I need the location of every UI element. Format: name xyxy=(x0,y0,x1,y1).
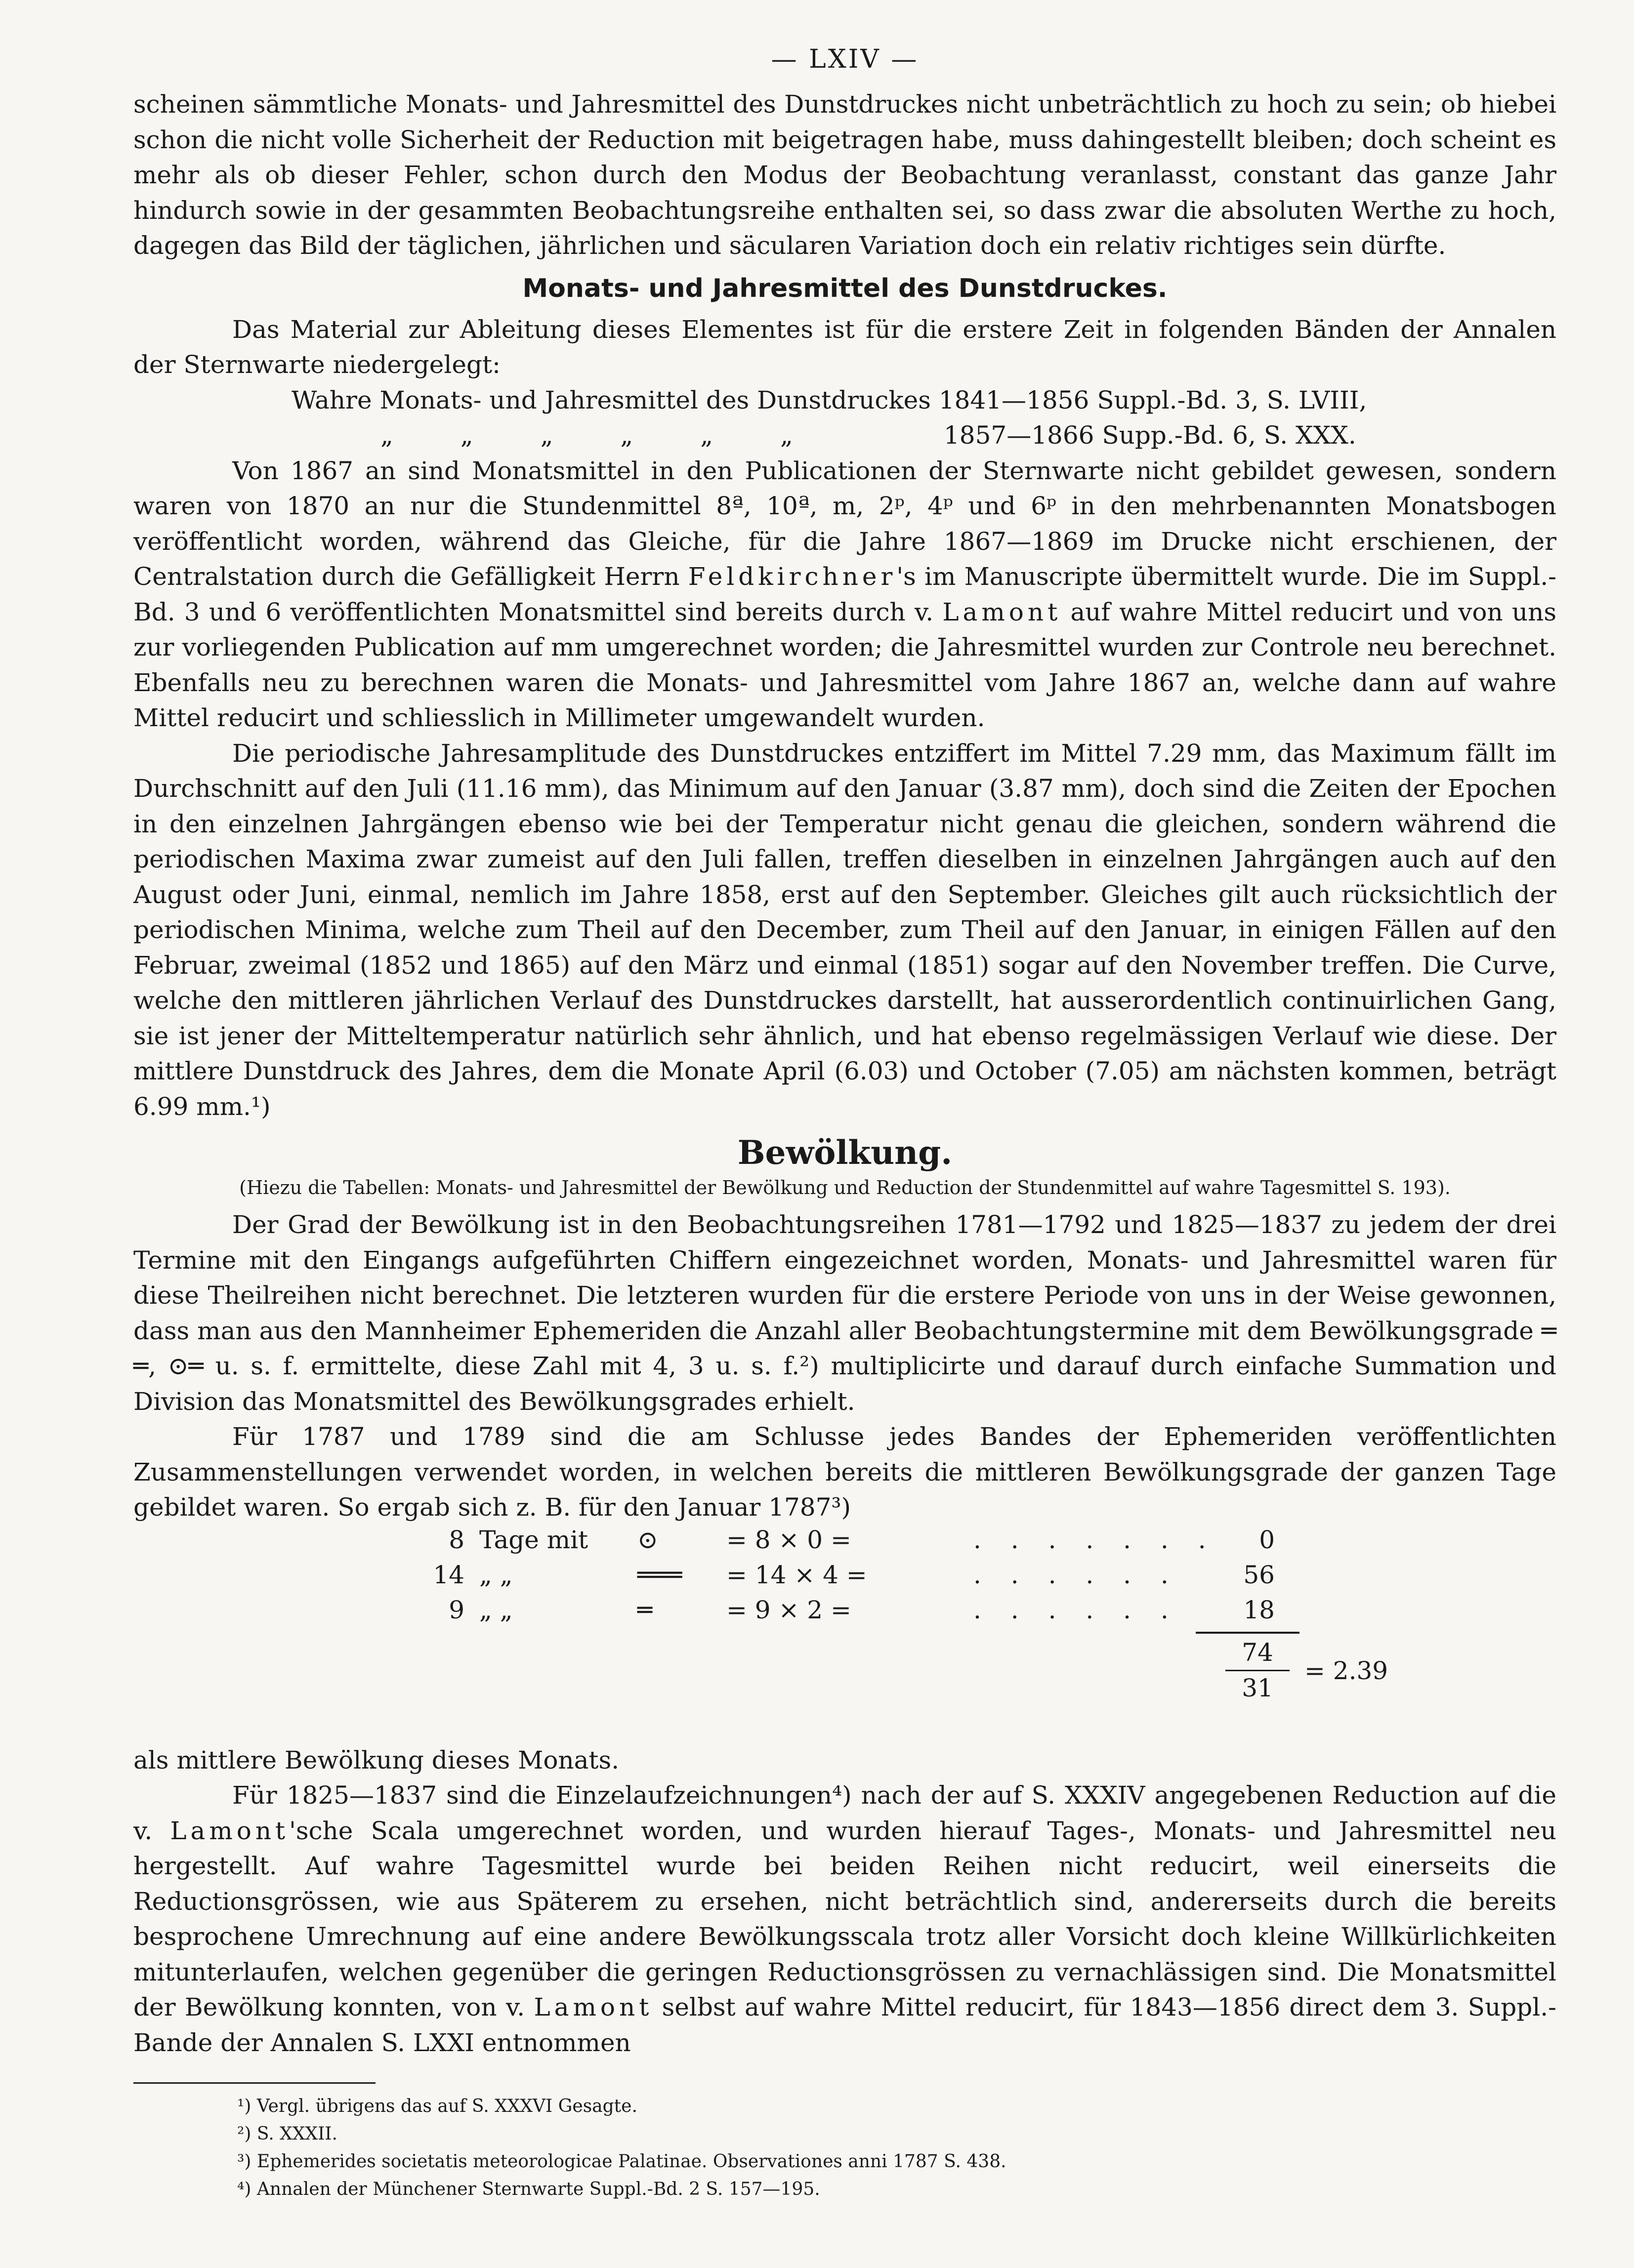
page xyxy=(133,44,1556,2203)
calc-count: 8 xyxy=(449,1525,464,1554)
section2-paragraph-3: als mittlere Bewölkung dieses Monats. xyxy=(133,1745,620,1774)
cloud-symbol-icon: ⊙ xyxy=(637,1525,658,1554)
section1-paragraph-1: Das Material zur Ableitung dieses Elementes ist für die erstere Zeit in folgenden Bänden der Annalen der Sternwarte niedergelegt: xyxy=(133,315,1556,379)
section1-paragraph-3: Die periodische Jahresamplitude des Dunstdruckes entziffert im Mittel 7.29 mm, das Maximum fällt im Durchschnitt auf den Juli (11.16 mm), das Minimum auf den Januar (3.87 mm), doch sind die Zeiten der Epochen in den einzelnen Jahrgängen ebenso wie bei der Temperatur nicht genau die gleichen, sondern während die periodischen Maxima zwar zumeist auf den Juli fallen, treffen dieselben in einzelnen Jahrgängen auch auf den August oder Juni, einmal, nemlich im Jahre 1858, erst auf den September. Gleiches gilt auch rücksichtlich der periodischen Minima, welche zum Theil auf den December, zum Theil auf den Januar, in einigen Fällen auf den Februar, zweimal (1852 und 1865) auf den März und einmal (1851) sogar auf den November treffen. Die Curve, welche den mittleren jährlichen Verlauf des Dunstdruckes darstellt, hat ausserordentlich continuirlichen Gang, sie ist jener der Mitteltemperatur natürlich sehr ähnlich, und hat ebenso regelmässigen Verlauf wie diese. Der mittlere Dunstdruck des Jahres, dem die Monate April (6.03) und October (7.05) am nächsten kommen, beträgt 6.99 mm.¹) xyxy=(133,739,1556,1121)
calc-expression: = 14 × 4 = xyxy=(726,1560,867,1589)
fraction-denominator: 31 xyxy=(1242,1673,1273,1702)
section2-paragraph-1: Der Grad der Bewölkung ist in den Beobachtungsreihen 1781—1792 und 1825—1837 zu jedem der drei Termine mit den Eingangs aufgeführten Chiffern eingezeichnet worden, Monats- und Jahresmittel waren für diese Theilreihen nicht berechnet. Die letzteren wurden für die erstere Periode von uns in der Weise gewonnen, dass man aus den Mannheimer Ephemeriden die Anzahl aller Beobachtungstermine mit dem Bewölkungsgrade ═ ═, ⊙═ u. s. f. ermittelte, diese Zahl mit 4, 3 u. s. f.²) multiplicirte und darauf durch einfache Summation und Division das Monatsmittel des Bewölkungsgrades erhielt. xyxy=(133,1210,1556,1416)
name-lamont: Lamont xyxy=(942,597,1062,626)
page-header: — LXIV — xyxy=(771,44,919,74)
fraction-line xyxy=(1225,1670,1290,1671)
text-run: auf wahre Mittel reducirt und von uns zur vorliegenden Publication auf mm umgerechnet worden; die Jahresmittel wurden zur Controle neu berechnet. Ebenfalls neu zu berechnen waren die Monats- und Jahresmittel vom Jahre 1867 an, welche dann auf wahre Mittel reducirt und schliesslich in Millimeter umgewandelt wurden. xyxy=(133,597,1556,732)
calc-value: 18 xyxy=(1243,1595,1275,1624)
section2-paragraph-2: Für 1787 und 1789 sind die am Schlusse jedes Bandes der Ephemeriden veröffentlichten Zusammenstellungen verwendet worden, in welchen bereits die mittleren Bewölkungsgrade der ganzen Tage gebildet waren. So ergab sich z. B. für den Januar 1787³) xyxy=(133,1422,1556,1522)
calc-leader-dots: . . . . . . xyxy=(973,1595,1179,1624)
cloud-symbol-icon: ═ xyxy=(637,1595,653,1624)
section-title-dunstdruck: Monats- und Jahresmittel des Dunstdruckes. xyxy=(522,273,1168,303)
calc-count: 9 xyxy=(449,1595,464,1624)
calc-row xyxy=(133,1596,1556,1631)
calc-expression: = 9 × 2 = xyxy=(726,1595,851,1624)
sum-rule xyxy=(1196,1632,1299,1634)
text-run: selbst auf wahre Mittel reducirt, für 1843—1856 direct dem 3. Suppl.-Bande der Annalen S. LXXI entnommen xyxy=(133,1993,1556,2057)
name-lamont: Lamont xyxy=(170,1816,290,1845)
calculation-block xyxy=(133,1526,1556,1743)
calc-count: 14 xyxy=(433,1560,464,1589)
intro-paragraph: scheinen sämmtliche Monats- und Jahresmittel des Dunstdruckes nicht unbeträchtlich zu hoch zu sein; ob hiebei schon die nicht volle Sicherheit der Reduction mit beigetragen habe, muss dahingestellt bleiben; doch scheint es mehr als ob dieser Fehler, schon durch den Modus der Beobachtung veranlasst, constant das ganze Jahr hindurch sowie in der gesammten Beobachtungsreihe enthalten sei, so dass zwar die absoluten Werthe zu hoch, dagegen das Bild der täglichen, jährlichen und säcularen Variation doch ein relativ richtiges sein dürfte. xyxy=(133,90,1556,260)
footnote: ⁴) Annalen der Münchener Sternwarte Suppl.-Bd. 2 S. 157—195. xyxy=(237,2179,820,2199)
calc-row xyxy=(133,1561,1556,1596)
footnote: ¹) Vergl. übrigens das auf S. XXXVI Gesagte. xyxy=(237,2096,637,2116)
ditto-marks: „ „ „ „ „ „ xyxy=(380,421,823,450)
calc-label: „ „ xyxy=(479,1560,513,1589)
cloud-symbol-icon: ═══ xyxy=(637,1560,682,1589)
calc-leader-dots: . . . . . . xyxy=(973,1560,1179,1589)
text-run: 's im Manuscripte übermittelt wurde. Die im Suppl.-Bd. 3 und 6 veröffentlichten Monatsmittel sind bereits durch v. xyxy=(133,562,1556,626)
reference-line-2 xyxy=(133,418,1556,454)
section2-paragraph-4 xyxy=(133,1778,1556,2061)
calc-value: 56 xyxy=(1243,1560,1275,1589)
fraction-numerator: 74 xyxy=(1242,1638,1273,1667)
section2-table-note: (Hiezu die Tabellen: Monats- und Jahresmittel der Bewölkung und Reduction der Stundenmittel auf wahre Tagesmittel S. 193). xyxy=(239,1177,1451,1198)
reference-line-1: Wahre Monats- und Jahresmittel des Dunstdruckes 1841—1856 Suppl.-Bd. 3, S. LVIII, xyxy=(292,385,1367,414)
text-run: Für 1825—1837 sind die Einzelaufzeichnungen⁴) nach der auf S. XXXIV angegebenen Reduction auf die v. xyxy=(133,1781,1556,1845)
calc-label: Tage mit xyxy=(479,1525,588,1554)
footnote: ³) Ephemerides societatis meteorologicae Palatinae. Observationes anni 1787 S. 438. xyxy=(237,2151,1006,2172)
footnote-rule xyxy=(133,2082,376,2084)
calc-expression: = 8 × 0 = xyxy=(726,1525,851,1554)
calc-label: „ „ xyxy=(479,1595,513,1624)
reference-line-2-text: 1857—1866 Supp.-Bd. 6, S. XXX. xyxy=(944,421,1356,450)
name-lamont: Lamont xyxy=(534,1993,653,2021)
footnote: ²) S. XXXII. xyxy=(237,2124,337,2144)
fraction-result: = 2.39 xyxy=(1304,1656,1388,1685)
calc-value: 0 xyxy=(1259,1525,1275,1554)
section-title-bewoelkung: Bewölkung. xyxy=(737,1133,953,1172)
section1-paragraph-2 xyxy=(133,454,1556,736)
calc-row xyxy=(133,1526,1556,1561)
name-feldkirchner: Feldkirchner xyxy=(688,562,897,591)
text-run: 'sche Scala umgerechnet worden, und wurden hierauf Tages-, Monats- und Jahresmittel neu hergestellt. Auf wahre Tagesmittel wurde bei beiden Reihen nicht reducirt, weil einerseits die Reductionsgrössen, wie aus Späterem zu ersehen, nicht beträchtlich sind, andererseits durch die bereits besprochene Umrechnung auf eine andere Bewölkungsscala trotz aller Vorsicht doch kleine Willkürlichkeiten mitunterlaufen, welchen gegenüber die geringen Reductionsgrössen zu vernachlässigen sind. Die Monatsmittel der Bewölkung konnten, von v. xyxy=(133,1816,1556,2021)
calc-leader-dots: . . . . . . . xyxy=(973,1525,1217,1554)
text-run: Von 1867 an sind Monatsmittel in den Publicationen der Sternwarte nicht gebildet gewesen, sondern waren von 1870 an nur die Stundenmittel 8ª, 10ª, m, 2ᵖ, 4ᵖ und 6ᵖ in den mehrbenannten Monatsbogen veröffentlicht worden, während das Gleiche, für die Jahre 1867—1869 im Drucke nicht erschienen, der Centralstation durch die Gefälligkeit Herrn xyxy=(133,456,1556,591)
